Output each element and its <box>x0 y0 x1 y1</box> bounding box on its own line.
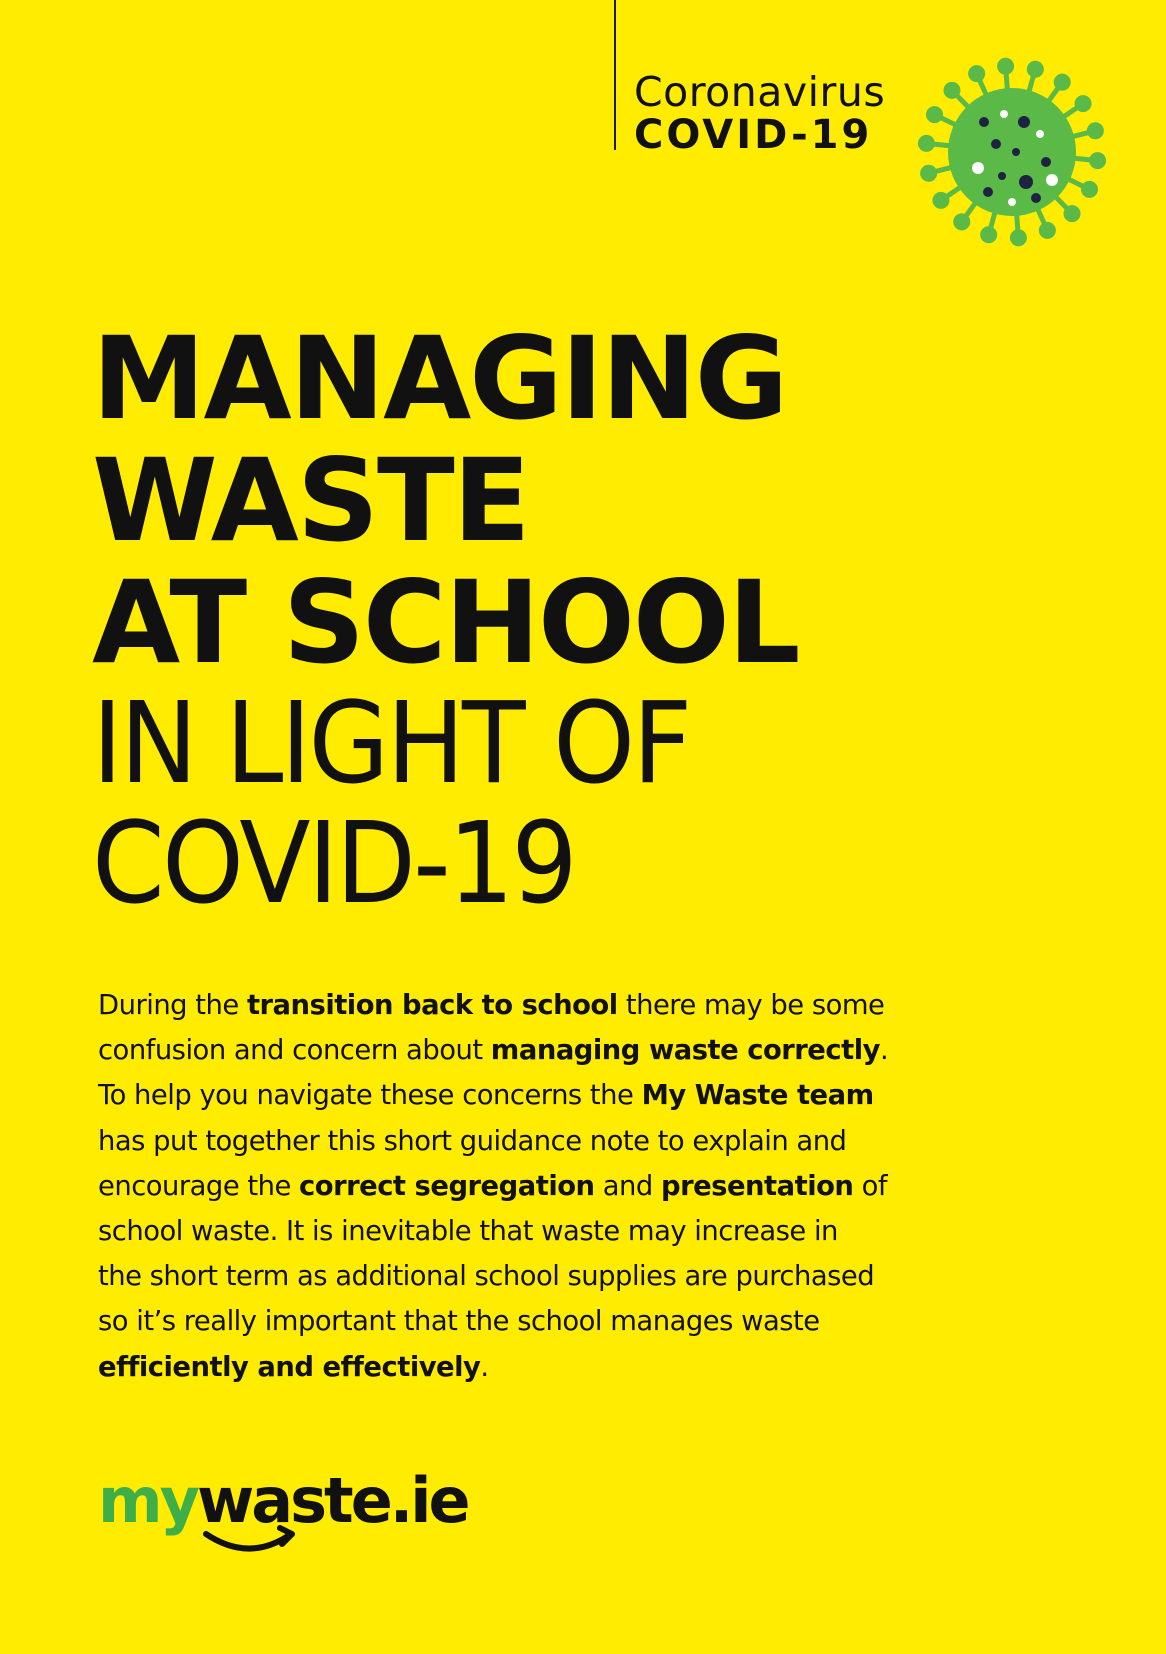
badge-line-coronavirus: Coronavirus <box>634 68 886 116</box>
headline-line-managing: MANAGING <box>92 312 787 445</box>
svg-text:mywaste.ie: mywaste.ie <box>98 1464 468 1537</box>
mywaste-logo <box>98 1462 518 1558</box>
headline-line-at-school: AT SCHOOL <box>92 556 799 689</box>
paragraph-line: efficiently and effectively. <box>98 1351 489 1383</box>
headline-line-waste: WASTE <box>92 434 529 567</box>
headline <box>92 312 799 929</box>
paragraph-line: encourage the correct segregation and presentation of <box>98 1170 888 1202</box>
coronavirus-icon <box>912 52 1112 252</box>
badge-line-covid19: COVID-19 <box>634 112 873 158</box>
paragraph-line: To help you navigate these concerns the My Waste team <box>98 1080 874 1112</box>
paragraph-line: so it’s really important that the school manages waste <box>98 1306 820 1338</box>
intro-paragraph <box>98 983 1028 1390</box>
headline-line-covid19: COVID-19 <box>92 799 575 929</box>
paragraph-line: confusion and concern about managing waste correctly. <box>98 1035 889 1067</box>
paragraph-line: During the transition back to school there may be some <box>98 990 885 1021</box>
header-divider <box>614 0 616 150</box>
paragraph-line: has put together this short guidance note to explain and <box>98 1125 847 1157</box>
paragraph-line: school waste. It is inevitable that waste may increase in <box>98 1216 838 1248</box>
paragraph-line: the short term as additional school supplies are purchased <box>98 1261 875 1293</box>
covid-badge <box>634 68 886 158</box>
headline-line-in-light-of: IN LIGHT OF <box>92 679 690 809</box>
